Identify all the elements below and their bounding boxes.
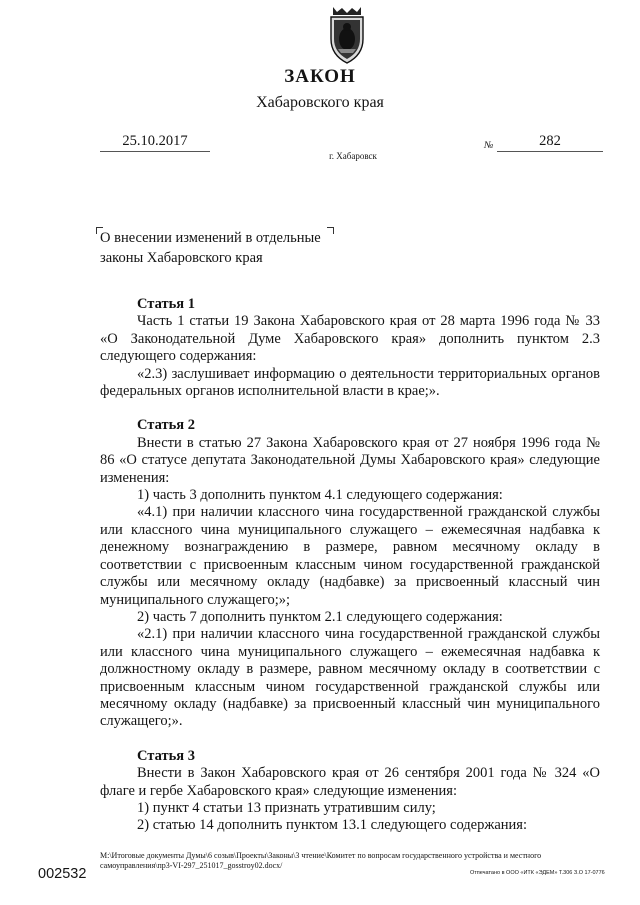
- document-place: г. Хабаровск: [329, 151, 377, 161]
- number-sign: №: [484, 140, 494, 151]
- article-3-paragraph: 2) статью 14 дополнить пунктом 13.1 следующего содержания:: [137, 817, 528, 834]
- document-title: ЗАКОН: [284, 66, 356, 87]
- article-2-paragraph: 2) часть 7 дополнить пунктом 2.1 следующего содержания:: [137, 608, 503, 625]
- article-2-paragraph: «2.1) при наличии классного чина государственной гражданской службы или классного чина муниципального служащего – ежемесячная надбавка к должностному окладу в размере, равном месячному окладу в соответствии с присвоенным классным чином государственной гражданской службы или месячному окладу (надбавке) за присвоенный классный чин муниципального служащего;».: [100, 626, 600, 730]
- article-2-paragraph: Внести в статью 27 Закона Хабаровского края от 27 ноября 1996 года № 86 «О статусе депутата Законодательной Думы Хабаровского края» следующие изменения:: [100, 434, 600, 486]
- article-3-paragraph: 1) пункт 4 статьи 13 признать утратившим силу;: [137, 799, 436, 816]
- article-2-heading: Статья 2: [137, 417, 195, 434]
- article-3-paragraph: Внести в Закон Хабаровского края от 26 сентября 2001 года № 324 «О флаге и гербе Хабаровского края» следующие изменения:: [100, 765, 600, 799]
- subject-line-1: О внесении изменений в отдельные: [100, 230, 321, 246]
- subject-line-2: законы Хабаровского края: [100, 249, 263, 266]
- document-number: 282: [539, 133, 561, 149]
- document-date: 25.10.2017: [122, 133, 188, 149]
- document-subject: [100, 229, 360, 268]
- article-2-paragraph: «4.1) при наличии классного чина государственной гражданской службы или классного чина муниципального служащего – ежемесячная надбавка к денежному вознаграждению в размере, равном месячному окладу в соответствии с присвоенным классным чином государственной гражданской службы или месячному окладу (надбавке) за присвоенный классный чин муниципального служащего;»;: [100, 504, 600, 608]
- article-2-paragraph: 1) часть 3 дополнить пунктом 4.1 следующего содержания:: [137, 487, 503, 504]
- document-body: [100, 296, 600, 835]
- document-code: 002532: [38, 866, 87, 882]
- article-1-paragraph: «2.3) заслушивает информацию о деятельности территориальных органов федеральных органов исполнительной власти в крае;».: [100, 365, 600, 400]
- file-path-footer: М:\Итоговые документы Думы\6 созыв\Проекты\Законы\3 чтение\Комитет по вопросам государственного устройства и местного самоуправления\пр3-VI-297_251017_gosstroy02.docx/: [100, 851, 542, 870]
- article-3-heading: Статья 3: [137, 747, 195, 764]
- document-subtitle: Хабаровского края: [256, 94, 384, 111]
- article-1-paragraph: Часть 1 статьи 19 Закона Хабаровского края от 28 марта 1996 года № 33 «О Законодательной Думе Хабаровского края» дополнить пунктом 2.3 следующего содержания:: [100, 313, 600, 365]
- print-mark: Отпечатано в ООО «ИТК «ЭДЕМ» Т.306 З.О 17-0776: [470, 870, 605, 876]
- coat-of-arms-emblem: [323, 5, 371, 65]
- article-1-heading: Статья 1: [137, 296, 195, 312]
